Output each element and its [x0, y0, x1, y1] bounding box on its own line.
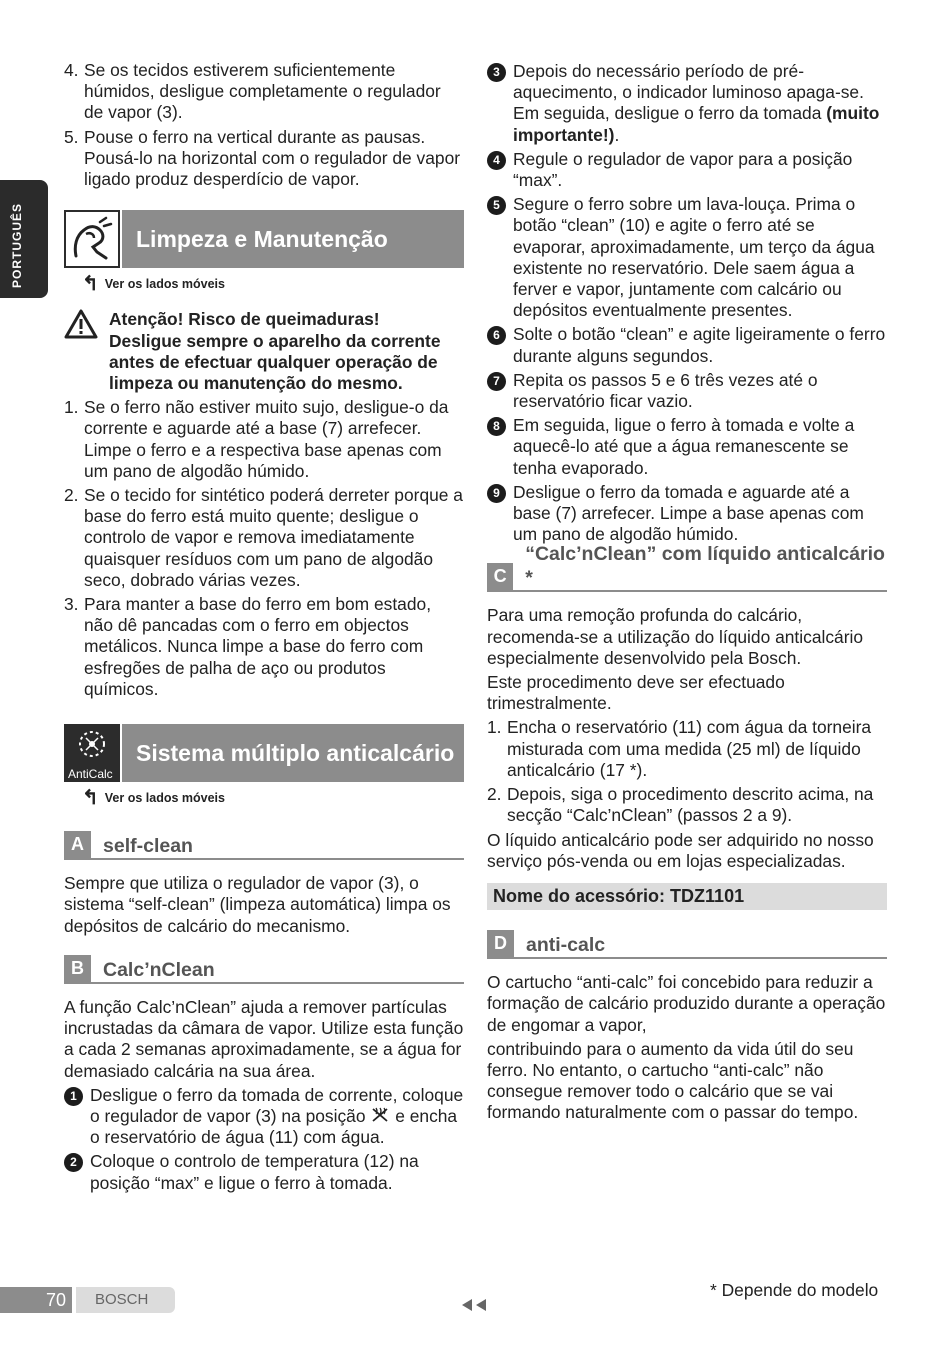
language-tab: [0, 180, 48, 298]
turn-page-arrow-icon: ↰: [82, 273, 99, 296]
step-number: 4: [487, 151, 506, 170]
step-number: 9: [487, 484, 506, 503]
section-a-text: Sempre que utiliza o regulador de vapor (3), o sistema “self-clean” (limpeza automática) limpa os depósitos de calcário do mecanismo.: [64, 873, 451, 936]
footnote: * Depende do modelo: [710, 1280, 879, 1300]
list-item: 2. Depois, siga o procedimento descrito acima, na secção “Calc’nClean” (passos 2 a 9).: [487, 784, 874, 826]
section-a-header: [64, 831, 464, 860]
list-item: 6 Solte o botão “clean” e agite ligeiramente o ferro durante alguns segundos.: [487, 324, 887, 366]
section-d-header: [487, 930, 887, 959]
warning-line1: Atenção! Risco de queimaduras!: [109, 309, 380, 330]
see-note: ↰ Ver os lados móveis: [82, 787, 225, 810]
list-item: 1 Desligue o ferro da tomada de corrente, coloque o regulador de vapor (3) na posição e encha o reservatório de água (11) com água.: [64, 1085, 464, 1149]
cleaning-banner: [64, 210, 464, 268]
cleaning-list: [64, 397, 464, 700]
section-letter: A: [64, 831, 91, 858]
left-column: [64, 60, 464, 1197]
list-item: 1. Encha o reservatório (11) com água da torneira misturada com uma medida (25 ml) de líquido anticalcário (17 *).: [487, 717, 872, 780]
page-number: 70: [0, 1287, 72, 1313]
list-item: 2. Se o tecido for sintético poderá derreter porque a base do ferro está muito quente; desligue o controlo de vapor e remova imediatamente quaisquer resíduos com um pano de algodão seco, dobrado várias vezes.: [64, 485, 463, 590]
section-title: Calc’nClean: [103, 958, 215, 981]
warning-block: [64, 309, 464, 394]
anticalc-banner: [64, 724, 464, 782]
step-number: 1: [64, 1087, 83, 1106]
anticalc-title: Sistema múltiplo anticalcário: [122, 724, 464, 782]
section-letter: C: [487, 563, 513, 590]
section-c-p1: Para uma remoção profunda do calcário, recomenda-se a utilização do líquido anticalcário especialmente desenvolvido pela Bosch.: [487, 605, 864, 668]
hand-cleaning-icon: [64, 210, 120, 268]
section-letter: D: [487, 930, 514, 957]
warning-icon: [64, 309, 98, 339]
section-b-text: A função Calc’nClean” ajuda a remover partículas incrustadas da câmara de vapor. Utilize esta função a cada 2 semanas aproximadamente, se a água for demasiado calcária na sua área.: [64, 996, 464, 1081]
list-item: 9 Desligue o ferro da tomada e aguarde até a base (7) arrefecer. Limpe a base apenas com um pano de algodão húmido.: [487, 482, 887, 546]
list-item: 3 Depois do necessário período de pré-aquecimento, o indicador luminoso apaga-se. Em seguida, desligue o ferro da tomada (muito importante!).: [487, 61, 887, 146]
list-item: 5 Segure o ferro sobre um lava-louça. Prima o botão “clean” (10) e agite o ferro até se evaporar, aproximadamente, um terço da água existente no reservatório. Dele saem água a ferver e vapor, juntamente com calcário ou depósitos eventualmente presentes.: [487, 194, 887, 321]
list-item: 7 Repita os passos 5 e 6 três vezes até o reservatório ficar vazio.: [487, 370, 887, 412]
right-column: [487, 61, 887, 1127]
list-item: 5. Pouse o ferro na vertical durante as pausas. Pousá-lo na horizontal com o regulador de vapor ligado produz desperdício de vapor.: [64, 126, 461, 190]
section-c-p2: Este procedimento deve ser efectuado trimestralmente.: [487, 672, 785, 714]
calcnclean-steps: [64, 1085, 464, 1194]
section-d-p2: contribuindo para o aumento da vida útil do seu ferro. No entanto, o cartucho “anti-calc” não consegue remover todo o calcário que se vai formando naturalmente com o passar do tempo.: [487, 1038, 859, 1123]
step-number: 8: [487, 417, 506, 436]
cleaning-title: Limpeza e Manutenção: [122, 210, 464, 268]
section-c-p3: O líquido anticalcário pode ser adquirido no nosso serviço pós-venda ou em lojas especializadas.: [487, 829, 874, 871]
see-note: ↰ Ver os lados móveis: [82, 273, 225, 296]
list-item: 4 Regule o regulador de vapor para a posição “max”.: [487, 149, 887, 191]
intro-list: [64, 60, 464, 190]
section-title: self-clean: [103, 835, 193, 858]
calcnclean-steps-continued: [487, 61, 887, 545]
section-letter: B: [64, 955, 91, 982]
step-number: 5: [487, 196, 506, 215]
step-number: 7: [487, 372, 506, 391]
list-item: 8 Em seguida, ligue o ferro à tomada e volte a aquecê-lo até que a água remanescente se tenha evaporado.: [487, 415, 887, 479]
section-title: “Calc’nClean” com líquido anticalcário *: [525, 543, 885, 590]
anticalc-liquid-list: [487, 717, 887, 826]
step-number: 2: [64, 1153, 83, 1172]
anticalc-icon-label: AntiCalc: [68, 767, 113, 782]
list-item: 4. Se os tecidos estiverem suficientemente húmidos, desligue completamente o regulador de vapor (3).: [64, 60, 441, 123]
step-number: 3: [487, 63, 506, 82]
brand-label: BOSCH: [76, 1287, 175, 1313]
list-item: 1. Se o ferro não estiver muito sujo, desligue-o da corrente e aguarde até a base (7) arrefecer. Limpe o ferro e a respectiva base apenas com um pano de algodão húmido.: [64, 397, 449, 481]
section-b-header: [64, 955, 464, 984]
step-number: 6: [487, 326, 506, 345]
list-item: 2 Coloque o controlo de temperatura (12) na posição “max” e ligue o ferro à tomada.: [64, 1151, 464, 1193]
turn-page-arrow-icon: ↰: [82, 787, 99, 810]
section-d-p1: O cartucho “anti-calc” foi concebido para reduzir a formação de calcário produzido durante a operação de engomar a vapor,: [487, 972, 886, 1035]
list-item: 3. Para manter a base do ferro em bom estado, não dê pancadas com o ferro em objectos metálicos. Nunca limpe a base do ferro com esfregões de palha de aço ou produtos químicos.: [64, 594, 432, 699]
steam-zero-icon: [370, 1106, 390, 1124]
accessory-name: Nome do acessório: TDZ1101: [487, 883, 887, 910]
warning-line2: Desligue sempre o aparelho da corrente antes de efectuar qualquer operação de limpeza ou manutenção do mesmo.: [109, 330, 441, 394]
page-nav-back-icon[interactable]: [460, 1298, 488, 1317]
section-c-header: [487, 543, 887, 592]
section-title: anti-calc: [526, 934, 606, 957]
language-tab-label: PORTUGUÊS: [10, 202, 24, 288]
anticalc-icon: [64, 724, 120, 782]
